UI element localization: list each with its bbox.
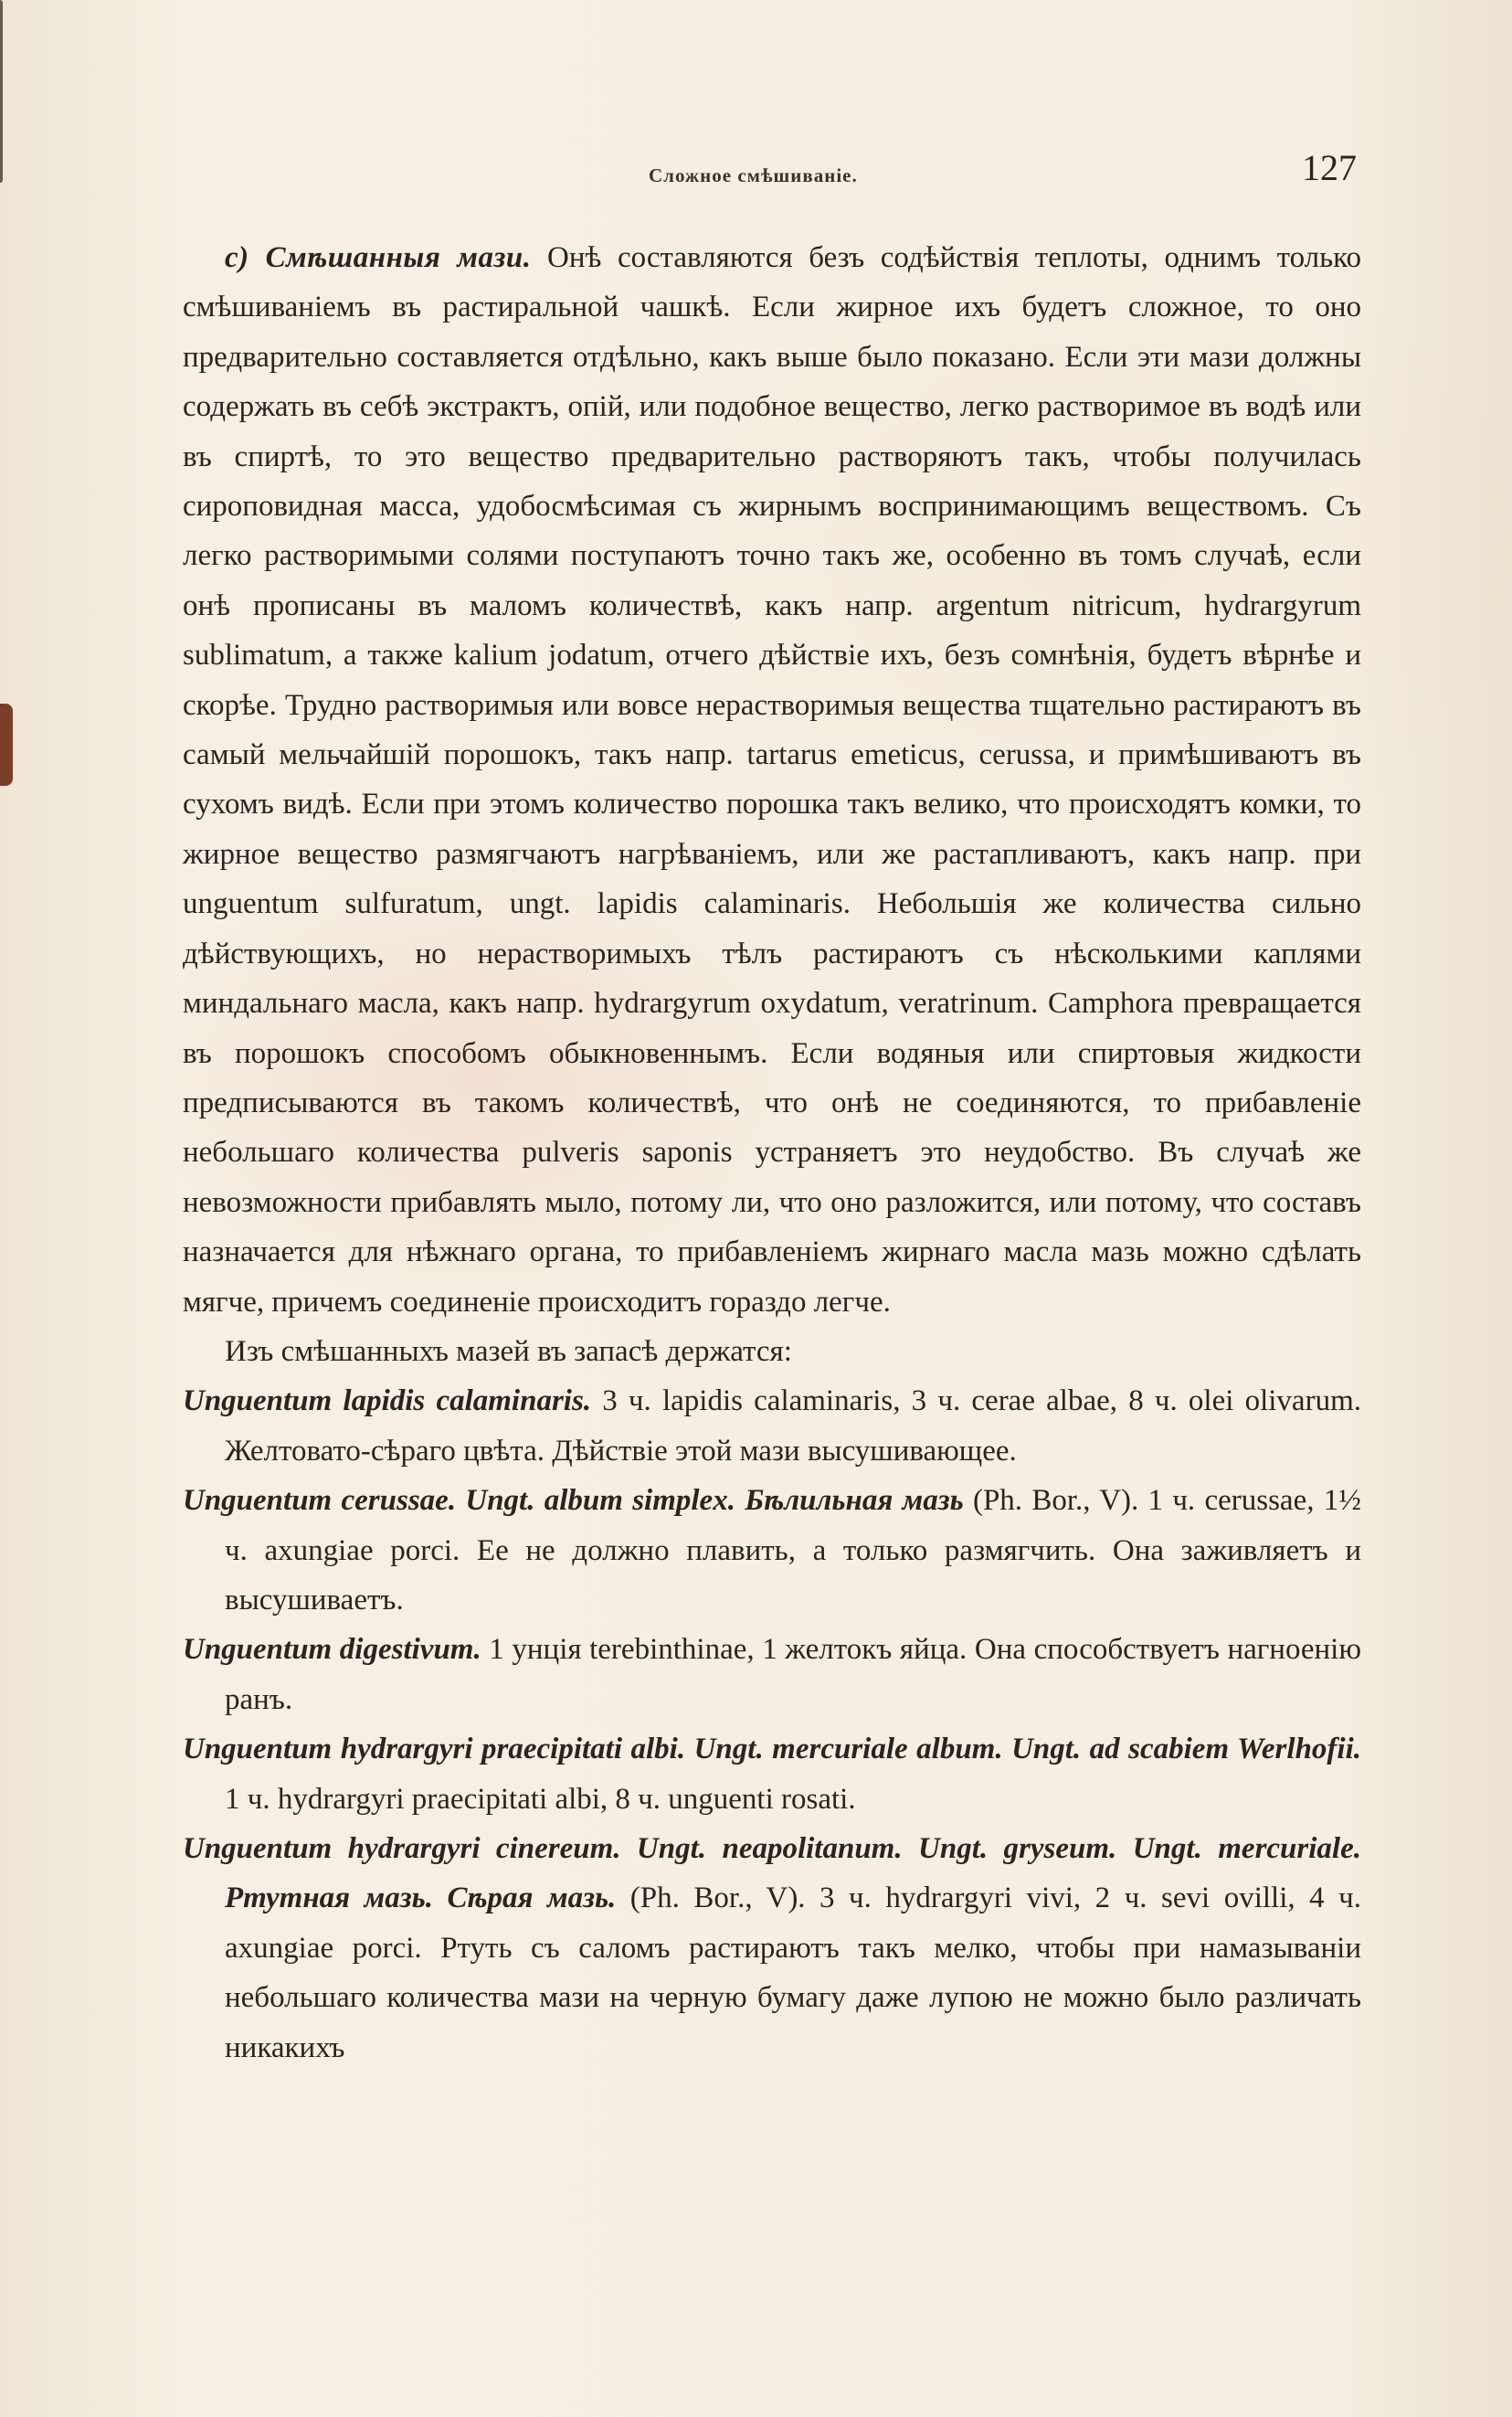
running-head: Сложное смѣшиваніе. [649,164,858,186]
list-item [183,1376,1361,1476]
ointment-list [183,1376,1361,2072]
page-body [183,233,1361,2072]
entry-text: 1 унція terebinthinae, 1 желтокъ яйца. Она способствуетъ нагноенію ранъ. [225,1633,1361,1716]
binding-stain [0,704,13,786]
paragraph [183,233,1361,1327]
list-intro: Изъ смѣшанныхъ мазей въ запасѣ держатся: [225,1334,792,1368]
entry-name: Unguentum lapidis calaminaris. [183,1384,592,1418]
entry-name: Unguentum digestivum. [183,1633,481,1667]
entry-text: (Ph. Bor., V). 3 ч. hydrargyri vivi, 2 ч. sevi ovilli, 4 ч. axungiae porci. Ртуть съ саломъ растираютъ такъ мелко, чтобы при намазываніи небольшаго количества мази на черную бумагу даже лупою не можно было различать никакихъ [225,1882,1361,2064]
entry-name: Unguentum hydrargyri cinereum. Ungt. neapolitanum. Ungt. gryseum. Ungt. mercuriale. Ртутная мазь. Сѣрая мазь. [183,1832,1361,1915]
entry-text: 3 ч. lapidis calaminaris, 3 ч. cerae albae, 8 ч. olei olivarum. Желтовато-сѣраго цвѣта. Дѣйствіе этой мази высушивающее. [225,1384,1361,1468]
entry-text: 1 ч. hydrargyri praecipitati albi, 8 ч. unguenti rosati. [225,1782,856,1816]
binding-stain [0,0,3,183]
page-header [219,146,1357,201]
list-item [183,1724,1361,1824]
paragraph-text: Онѣ составляются безъ содѣйствія теплоты, однимъ только смѣшиваніемъ въ растиральной чашкѣ. Если жирное ихъ будетъ сложное, то оно предварительно составляется отдѣльно, какъ выше было показано. Если эти мази должны содержать въ себѣ экстрактъ, опій, или подобное вещество, легко растворимое въ водѣ или въ спиртѣ, то это вещество предварительно растворяютъ такъ, чтобы получилась сироповидная масса, удобосмѣсимая съ жирнымъ воспринимающимъ веществомъ. Съ легко растворимыми солями поступаютъ точно такъ же, особенно въ томъ случаѣ, если онѣ прописаны въ маломъ количествѣ, какъ напр. argentum nitricum, hydrargyrum sublimatum, а также kalium jodatum, отчего дѣйствіе ихъ, безъ сомнѣнія, будетъ вѣрнѣе и скорѣе. Трудно растворимыя или вовсе нерастворимыя вещества тщательно растираютъ въ самый мельчайшій порошокъ, такъ напр. tartarus emeticus, cerussa, и примѣшиваютъ въ сухомъ видѣ. Если при этомъ количество порошка такъ велико, что происходятъ комки, то жирное вещество размягчаютъ нагрѣваніемъ, или же растапливаютъ, какъ напр. при unguentum sulfuratum, ungt. lapidis calaminaris. Небольшія же количества сильно дѣйствующихъ, но нерастворимыхъ тѣлъ растираютъ съ нѣсколькими каплями миндальнаго масла, какъ напр. hydrargyrum oxydatum, veratrinum. Camphora превращается въ порошокъ способомъ обыкновеннымъ. Если водяныя или спиртовыя жидкости предписываются въ такомъ количествѣ, что онѣ не соединяются, то прибавленіе небольшаго количества pulveris saponis устраняетъ это неудобство. Въ случаѣ же невозможности прибавлять мыло, потому ли, что оно разложится, или потому, что составъ назначается для нѣжнаго органа, то прибавленіемъ жирнаго масла мазь можно сдѣлать мягче, причемъ соединеніе происходитъ гораздо легче. [183,241,1362,1319]
list-item [183,1476,1361,1625]
entry-name: Unguentum hydrargyri praecipitati albi. Ungt. mercuriale album. Ungt. ad scabiem Werlhofii. [183,1733,1361,1766]
entry-text: (Ph. Bor., V). 1 ч. cerussae, 1½ ч. axungiae porci. Ее не должно плавить, а только размягчить. Она заживляетъ и высушиваетъ. [225,1484,1362,1617]
page-number: 127 [1302,147,1357,188]
section-heading: c) Смѣшанныя мази. [225,241,532,274]
list-item [183,1625,1361,1724]
list-item [183,1824,1361,2072]
entry-name: Unguentum cerussae. Ungt. album simplex. Бѣлильная мазь [183,1484,964,1518]
